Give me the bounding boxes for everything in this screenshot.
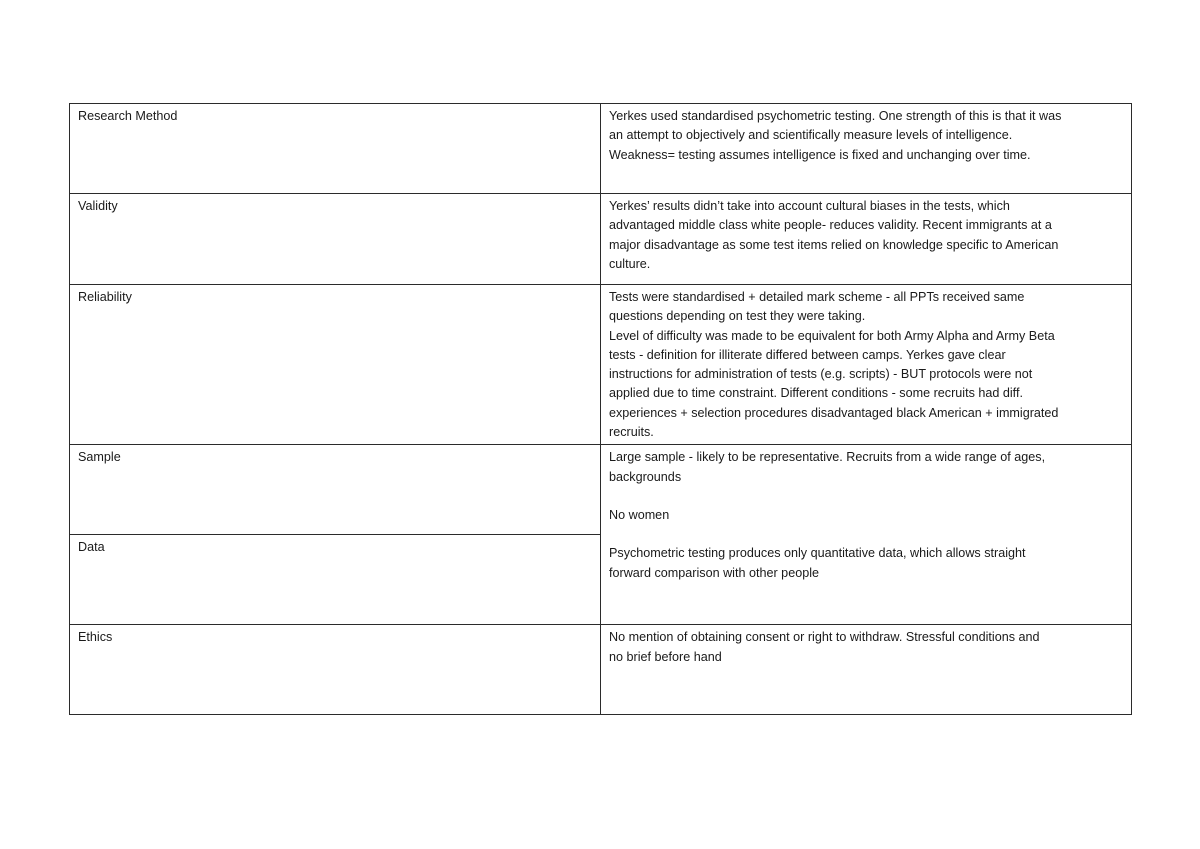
table-row xyxy=(70,285,1132,445)
text-line: questions depending on test they were taking. xyxy=(609,309,866,324)
text-line: instructions for administration of tests (e.g. scripts) - BUT protocols were not xyxy=(609,367,1033,382)
evaluation-table xyxy=(69,103,1132,715)
text-line: recruits. xyxy=(609,425,654,440)
row-label-research-method: Research Method xyxy=(70,104,601,194)
text-line: forward comparison with other people xyxy=(609,565,820,580)
text-line: Tests were standardised + detailed mark scheme - all PPTs received same xyxy=(609,290,1025,304)
text-line: No mention of obtaining consent or right to withdraw. Stressful conditions and xyxy=(609,630,1040,645)
row-value-validity xyxy=(601,194,1132,285)
text-line: Large sample - likely to be representative. Recruits from a wide range of ages, xyxy=(609,450,1046,465)
text-line: an attempt to objectively and scientifically measure levels of intelligence. xyxy=(609,128,1013,143)
row-label-data: Data xyxy=(70,535,601,625)
text-line: experiences + selection procedures disadvantaged black American + immigrated xyxy=(609,405,1059,420)
text-line: culture. xyxy=(609,256,651,271)
row-value-ethics xyxy=(601,625,1132,715)
row-value-reliability xyxy=(601,285,1132,445)
text-line: advantaged middle class white people- reduces validity. Recent immigrants at a xyxy=(609,218,1052,233)
text-line: applied due to time constraint. Different conditions - some recruits had diff. xyxy=(609,386,1023,401)
text-line: no brief before hand xyxy=(609,649,722,664)
blank-line xyxy=(609,487,1123,506)
text-line: Yerkes used standardised psychometric testing. One strength of this is that it was xyxy=(609,109,1062,123)
text-line: Level of difficulty was made to be equivalent for both Army Alpha and Army Beta xyxy=(609,328,1055,343)
table-row xyxy=(70,104,1132,194)
text-line: Psychometric testing produces only quantitative data, which allows straight xyxy=(609,546,1026,561)
row-label-sample: Sample xyxy=(70,445,601,535)
table-row xyxy=(70,445,1132,535)
table-row xyxy=(70,194,1132,285)
text-line: Yerkes’ results didn’t take into account cultural biases in the tests, which xyxy=(609,199,1010,213)
row-label-ethics: Ethics xyxy=(70,625,601,715)
text-line: Weakness= testing assumes intelligence is fixed and unchanging over time. xyxy=(609,147,1031,162)
text-line: tests - definition for illiterate differed between camps. Yerkes gave clear xyxy=(609,347,1006,362)
text-line: major disadvantage as some test items relied on knowledge specific to American xyxy=(609,237,1059,252)
row-value-sample-data xyxy=(601,445,1132,625)
row-value-research-method xyxy=(601,104,1132,194)
row-label-validity: Validity xyxy=(70,194,601,285)
text-line: No women xyxy=(609,507,670,522)
blank-line xyxy=(609,525,1123,544)
text-line: backgrounds xyxy=(609,469,682,484)
row-label-reliability: Reliability xyxy=(70,285,601,445)
table-row xyxy=(70,625,1132,715)
